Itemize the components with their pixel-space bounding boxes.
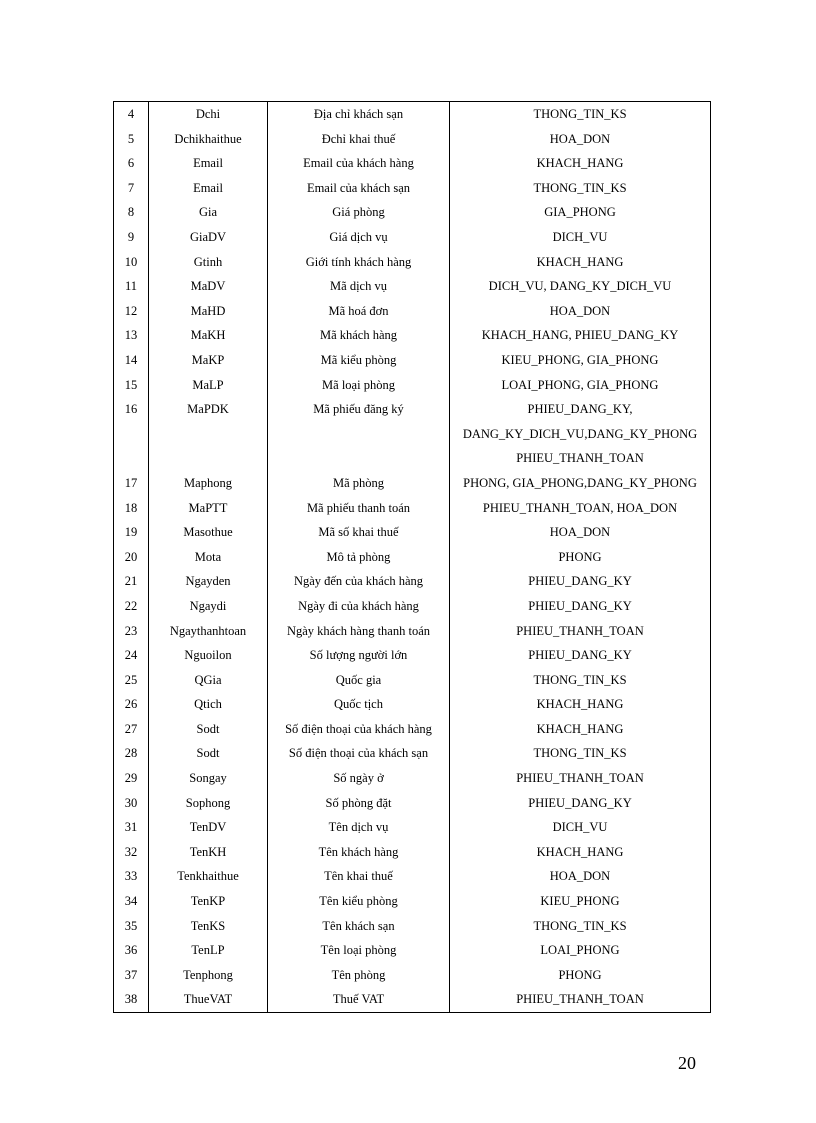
attribute-description-cell: Ngày đi của khách hàng — [268, 594, 450, 619]
attribute-name-cell: Email — [149, 151, 268, 176]
attribute-table-container — [113, 101, 711, 1013]
attribute-name-cell: Nguoilon — [149, 643, 268, 668]
table-row — [114, 520, 711, 545]
table-row — [114, 496, 711, 521]
attribute-name-cell: MaKP — [149, 348, 268, 373]
attribute-name-cell: MaHD — [149, 299, 268, 324]
attribute-name-cell: ThueVAT — [149, 987, 268, 1012]
attribute-description-cell: Mã phiếu đăng ký — [268, 397, 450, 422]
entity-names-cell: KHACH_HANG, PHIEU_DANG_KY — [481, 328, 679, 343]
table-row — [114, 963, 711, 988]
row-number-cell: 21 — [114, 569, 149, 594]
entity-names-cell: DANG_KY_DICH_VU,DANG_KY_PHONG — [462, 426, 698, 441]
row-number-cell: 17 — [114, 471, 149, 496]
attribute-name-cell: Qtich — [149, 692, 268, 717]
entity-names-cell: DICH_VU — [552, 820, 608, 835]
attribute-description-cell: Số phòng đặt — [268, 791, 450, 816]
entity-names-cell: KHACH_HANG — [536, 156, 624, 171]
table-row — [114, 471, 711, 496]
table-row — [114, 914, 711, 939]
attribute-name-cell: TenKP — [149, 889, 268, 914]
attribute-description-cell: Giá dịch vụ — [268, 225, 450, 250]
entity-names-cell: LOAI_PHONG, GIA_PHONG — [501, 377, 659, 392]
row-number-cell: 23 — [114, 618, 149, 643]
row-number-cell: 16 — [114, 397, 149, 422]
entity-names-cell: PHONG — [558, 967, 602, 982]
table-row — [114, 864, 711, 889]
row-number-cell: 18 — [114, 496, 149, 521]
table-row — [114, 569, 711, 594]
row-number-cell: 29 — [114, 766, 149, 791]
table-row — [114, 299, 711, 324]
table-row — [114, 815, 711, 840]
entity-names-cell: THONG_TIN_KS — [533, 918, 627, 933]
attribute-description-cell: Số điện thoại của khách sạn — [268, 741, 450, 766]
table-row — [114, 422, 711, 447]
attribute-name-cell: MaKH — [149, 323, 268, 348]
row-number-cell: 30 — [114, 791, 149, 816]
attribute-name-cell — [149, 446, 268, 471]
entity-names-cell: PHONG, GIA_PHONG,DANG_KY_PHONG — [463, 475, 697, 490]
entity-names-cell: PHIEU_DANG_KY — [528, 574, 632, 589]
attribute-name-cell: Ngaydi — [149, 594, 268, 619]
entity-names-cell: PHIEU_THANH_TOAN — [516, 771, 644, 786]
entity-names-cell: PHIEU_DANG_KY — [528, 795, 632, 810]
table-row — [114, 643, 711, 668]
entity-names-cell: HOA_DON — [549, 303, 611, 318]
entity-names-cell: HOA_DON — [549, 869, 611, 884]
attribute-description-cell: Mã phòng — [268, 471, 450, 496]
attribute-description-cell: Số ngày ở — [268, 766, 450, 791]
table-row — [114, 766, 711, 791]
row-number-cell: 4 — [114, 102, 149, 127]
row-number-cell — [114, 422, 149, 447]
entity-names-cell: KIEU_PHONG, GIA_PHONG — [501, 352, 659, 367]
attribute-table — [113, 101, 711, 1013]
attribute-description-cell: Email của khách sạn — [268, 176, 450, 201]
row-number-cell: 6 — [114, 151, 149, 176]
attribute-name-cell: Gia — [149, 200, 268, 225]
table-row — [114, 938, 711, 963]
table-row — [114, 397, 711, 422]
attribute-description-cell: Quốc gia — [268, 668, 450, 693]
row-number-cell: 9 — [114, 225, 149, 250]
table-row — [114, 274, 711, 299]
entity-names-cell: PHIEU_DANG_KY — [528, 598, 632, 613]
attribute-description-cell: Tên kiểu phòng — [268, 889, 450, 914]
table-row — [114, 594, 711, 619]
table-row — [114, 692, 711, 717]
attribute-description-cell — [268, 422, 450, 447]
attribute-name-cell: Dchikhaithue — [149, 127, 268, 152]
row-number-cell: 31 — [114, 815, 149, 840]
attribute-description-cell: Tên khách sạn — [268, 914, 450, 939]
entity-names-cell: THONG_TIN_KS — [533, 746, 627, 761]
attribute-description-cell: Mã dịch vụ — [268, 274, 450, 299]
row-number-cell: 8 — [114, 200, 149, 225]
row-number-cell: 28 — [114, 741, 149, 766]
table-row — [114, 348, 711, 373]
row-number-cell: 7 — [114, 176, 149, 201]
entity-names-cell: PHIEU_DANG_KY, — [527, 402, 633, 417]
entity-names-cell: PHONG — [558, 549, 602, 564]
entity-names-cell: KIEU_PHONG — [540, 894, 620, 909]
table-row — [114, 373, 711, 398]
attribute-description-cell: Tên phòng — [268, 963, 450, 988]
attribute-name-cell: Ngaythanhtoan — [149, 618, 268, 643]
entity-names-cell: PHIEU_THANH_TOAN — [516, 623, 644, 638]
attribute-description-cell: Ngày đến của khách hàng — [268, 569, 450, 594]
attribute-description-cell: Quốc tịch — [268, 692, 450, 717]
row-number-cell: 36 — [114, 938, 149, 963]
attribute-name-cell: TenKS — [149, 914, 268, 939]
entity-names-cell: PHIEU_THANH_TOAN — [516, 451, 644, 466]
attribute-name-cell: GiaDV — [149, 225, 268, 250]
table-row — [114, 741, 711, 766]
table-row — [114, 127, 711, 152]
entity-names-cell: PHIEU_THANH_TOAN, HOA_DON — [482, 500, 678, 515]
attribute-description-cell: Mã khách hàng — [268, 323, 450, 348]
attribute-description-cell: Đchỉ khai thuế — [268, 127, 450, 152]
table-row — [114, 618, 711, 643]
entity-names-cell: KHACH_HANG — [536, 844, 624, 859]
row-number-cell: 33 — [114, 864, 149, 889]
row-number-cell: 37 — [114, 963, 149, 988]
entity-names-cell: HOA_DON — [549, 525, 611, 540]
attribute-description-cell: Mã phiếu thanh toán — [268, 496, 450, 521]
attribute-description-cell: Tên khai thuế — [268, 864, 450, 889]
attribute-description-cell: Mô tả phòng — [268, 545, 450, 570]
table-row — [114, 151, 711, 176]
attribute-description-cell: Mã loại phòng — [268, 373, 450, 398]
entity-names-cell: THONG_TIN_KS — [533, 180, 627, 195]
attribute-table-body — [114, 102, 711, 1013]
row-number-cell: 10 — [114, 250, 149, 275]
row-number-cell: 20 — [114, 545, 149, 570]
attribute-description-cell: Tên dịch vụ — [268, 815, 450, 840]
table-row — [114, 250, 711, 275]
table-row — [114, 840, 711, 865]
row-number-cell: 12 — [114, 299, 149, 324]
attribute-name-cell: MaPDK — [149, 397, 268, 422]
table-row — [114, 889, 711, 914]
row-number-cell: 22 — [114, 594, 149, 619]
table-row — [114, 668, 711, 693]
row-number-cell: 19 — [114, 520, 149, 545]
row-number-cell: 5 — [114, 127, 149, 152]
row-number-cell: 24 — [114, 643, 149, 668]
attribute-name-cell: TenDV — [149, 815, 268, 840]
entity-names-cell: THONG_TIN_KS — [533, 107, 627, 122]
entity-names-cell: LOAI_PHONG — [540, 943, 620, 958]
row-number-cell — [114, 446, 149, 471]
entity-names-cell: THONG_TIN_KS — [533, 672, 627, 687]
attribute-name-cell: Sophong — [149, 791, 268, 816]
row-number-cell: 11 — [114, 274, 149, 299]
row-number-cell: 14 — [114, 348, 149, 373]
attribute-description-cell: Mã số khai thuế — [268, 520, 450, 545]
row-number-cell: 34 — [114, 889, 149, 914]
table-row — [114, 176, 711, 201]
table-row — [114, 323, 711, 348]
attribute-name-cell: MaDV — [149, 274, 268, 299]
attribute-name-cell: Dchi — [149, 102, 268, 127]
row-number-cell: 25 — [114, 668, 149, 693]
entity-names-cell: GIA_PHONG — [544, 205, 616, 220]
attribute-name-cell: Tenphong — [149, 963, 268, 988]
table-row — [114, 791, 711, 816]
row-number-cell: 38 — [114, 987, 149, 1012]
entity-names-cell: KHACH_HANG — [536, 254, 624, 269]
attribute-name-cell: Gtinh — [149, 250, 268, 275]
table-row — [114, 446, 711, 471]
attribute-name-cell: MaLP — [149, 373, 268, 398]
row-number-cell: 26 — [114, 692, 149, 717]
attribute-name-cell: Tenkhaithue — [149, 864, 268, 889]
attribute-description-cell: Giá phòng — [268, 200, 450, 225]
entity-names-cell: PHIEU_THANH_TOAN — [516, 992, 644, 1007]
row-number-cell: 32 — [114, 840, 149, 865]
attribute-name-cell: Maphong — [149, 471, 268, 496]
attribute-name-cell: Ngayden — [149, 569, 268, 594]
entity-names-cell: PHIEU_DANG_KY — [528, 648, 632, 663]
attribute-description-cell — [268, 446, 450, 471]
attribute-name-cell: Email — [149, 176, 268, 201]
attribute-name-cell: TenKH — [149, 840, 268, 865]
attribute-name-cell: Masothue — [149, 520, 268, 545]
attribute-name-cell: Sodt — [149, 717, 268, 742]
attribute-description-cell: Số lượng người lớn — [268, 643, 450, 668]
row-number-cell: 15 — [114, 373, 149, 398]
row-number-cell: 35 — [114, 914, 149, 939]
attribute-name-cell: Songay — [149, 766, 268, 791]
attribute-description-cell: Tên khách hàng — [268, 840, 450, 865]
attribute-description-cell: Ngày khách hàng thanh toán — [268, 618, 450, 643]
table-row — [114, 200, 711, 225]
entity-names-cell: DICH_VU, DANG_KY_DICH_VU — [488, 279, 672, 294]
attribute-description-cell: Email của khách hàng — [268, 151, 450, 176]
attribute-name-cell: Sodt — [149, 741, 268, 766]
attribute-name-cell: MaPTT — [149, 496, 268, 521]
entity-names-cell: DICH_VU — [552, 230, 608, 245]
entity-names-cell: KHACH_HANG — [536, 697, 624, 712]
attribute-description-cell: Địa chỉ khách sạn — [268, 102, 450, 127]
table-row — [114, 102, 711, 127]
attribute-description-cell: Giới tính khách hàng — [268, 250, 450, 275]
table-row — [114, 717, 711, 742]
attribute-description-cell: Thuế VAT — [268, 987, 450, 1012]
attribute-description-cell: Mã hoá đơn — [268, 299, 450, 324]
attribute-name-cell — [149, 422, 268, 447]
entity-names-cell: HOA_DON — [549, 131, 611, 146]
attribute-name-cell: TenLP — [149, 938, 268, 963]
table-row — [114, 225, 711, 250]
row-number-cell: 13 — [114, 323, 149, 348]
attribute-name-cell: QGia — [149, 668, 268, 693]
table-row — [114, 987, 711, 1012]
table-row — [114, 545, 711, 570]
attribute-description-cell: Tên loại phòng — [268, 938, 450, 963]
attribute-description-cell: Mã kiểu phòng — [268, 348, 450, 373]
attribute-name-cell: Mota — [149, 545, 268, 570]
attribute-description-cell: Số điện thoại của khách hàng — [268, 717, 450, 742]
row-number-cell: 27 — [114, 717, 149, 742]
page-number: 20 — [678, 1053, 696, 1073]
entity-names-cell: KHACH_HANG — [536, 721, 624, 736]
